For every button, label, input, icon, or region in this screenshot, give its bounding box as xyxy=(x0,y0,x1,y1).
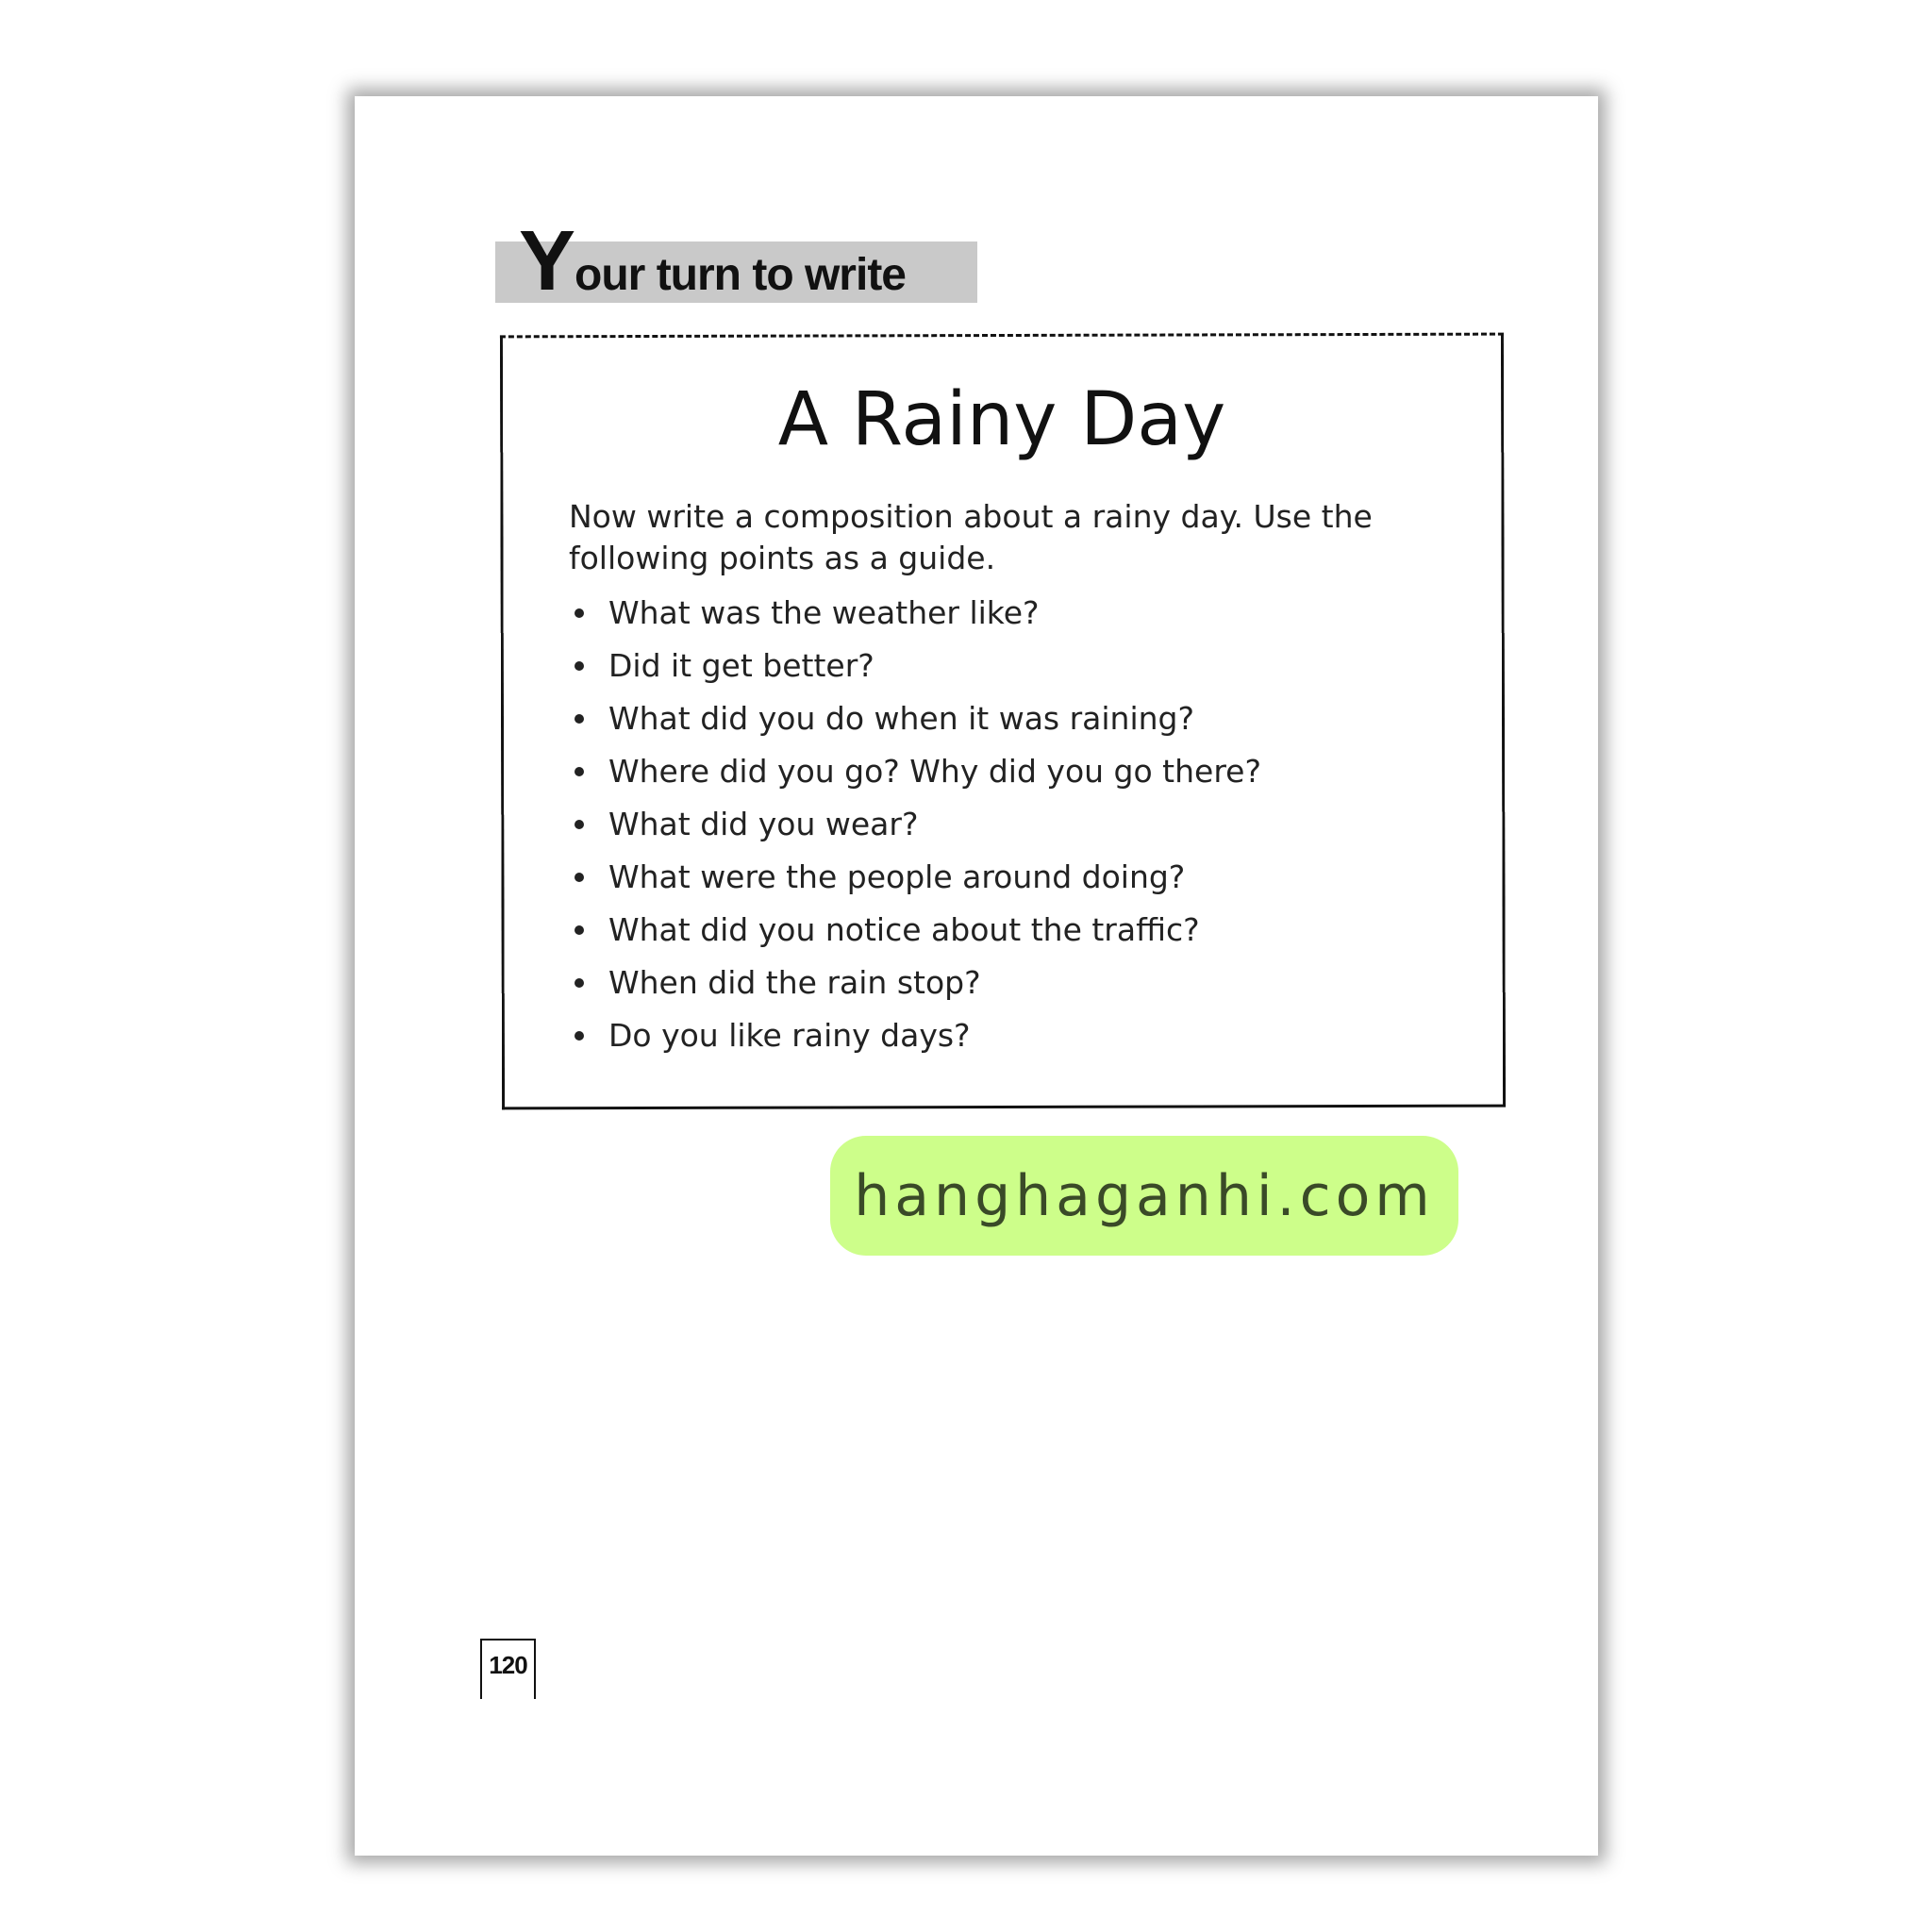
point-text: Where did you go? Why did you go there? xyxy=(608,753,1261,790)
heading-rest: our turn to write xyxy=(575,250,906,300)
list-item xyxy=(569,698,1261,751)
watermark-text: hanghaganhi.com xyxy=(854,1162,1435,1229)
bullet-icon xyxy=(575,873,584,882)
bullet-icon xyxy=(575,767,584,776)
point-text: When did the rain stop? xyxy=(608,964,981,1001)
list-item xyxy=(569,645,1261,698)
instructions: Now write a composition about a rainy day. Use the following points as a guide. xyxy=(569,498,1373,576)
bullet-icon xyxy=(575,978,584,988)
list-item xyxy=(569,857,1261,909)
heading-initial: Y xyxy=(519,214,575,308)
point-text: What did you notice about the traffic? xyxy=(608,911,1200,948)
bullet-icon xyxy=(575,820,584,829)
bullet-icon xyxy=(575,661,584,671)
list-item xyxy=(569,592,1261,645)
point-text: What was the weather like? xyxy=(608,594,1040,631)
list-item xyxy=(569,909,1261,962)
page-number: 120 xyxy=(480,1639,536,1699)
bullet-icon xyxy=(575,1031,584,1041)
point-text: What did you wear? xyxy=(608,806,919,842)
bullet-icon xyxy=(575,925,584,935)
section-heading xyxy=(519,214,906,308)
list-item xyxy=(569,804,1261,857)
bullet-icon xyxy=(575,714,584,724)
list-item xyxy=(569,751,1261,804)
bullet-icon xyxy=(575,608,584,618)
point-text: Do you like rainy days? xyxy=(608,1017,971,1054)
list-item xyxy=(569,1015,1261,1068)
point-text: What did you do when it was raining? xyxy=(608,700,1195,737)
list-item xyxy=(569,962,1261,1015)
watermark-badge xyxy=(830,1136,1458,1256)
guide-points xyxy=(569,592,1261,1068)
point-text: What were the people around doing? xyxy=(608,858,1186,895)
point-text: Did it get better? xyxy=(608,647,874,684)
composition-title: A Rainy Day xyxy=(777,377,1226,462)
